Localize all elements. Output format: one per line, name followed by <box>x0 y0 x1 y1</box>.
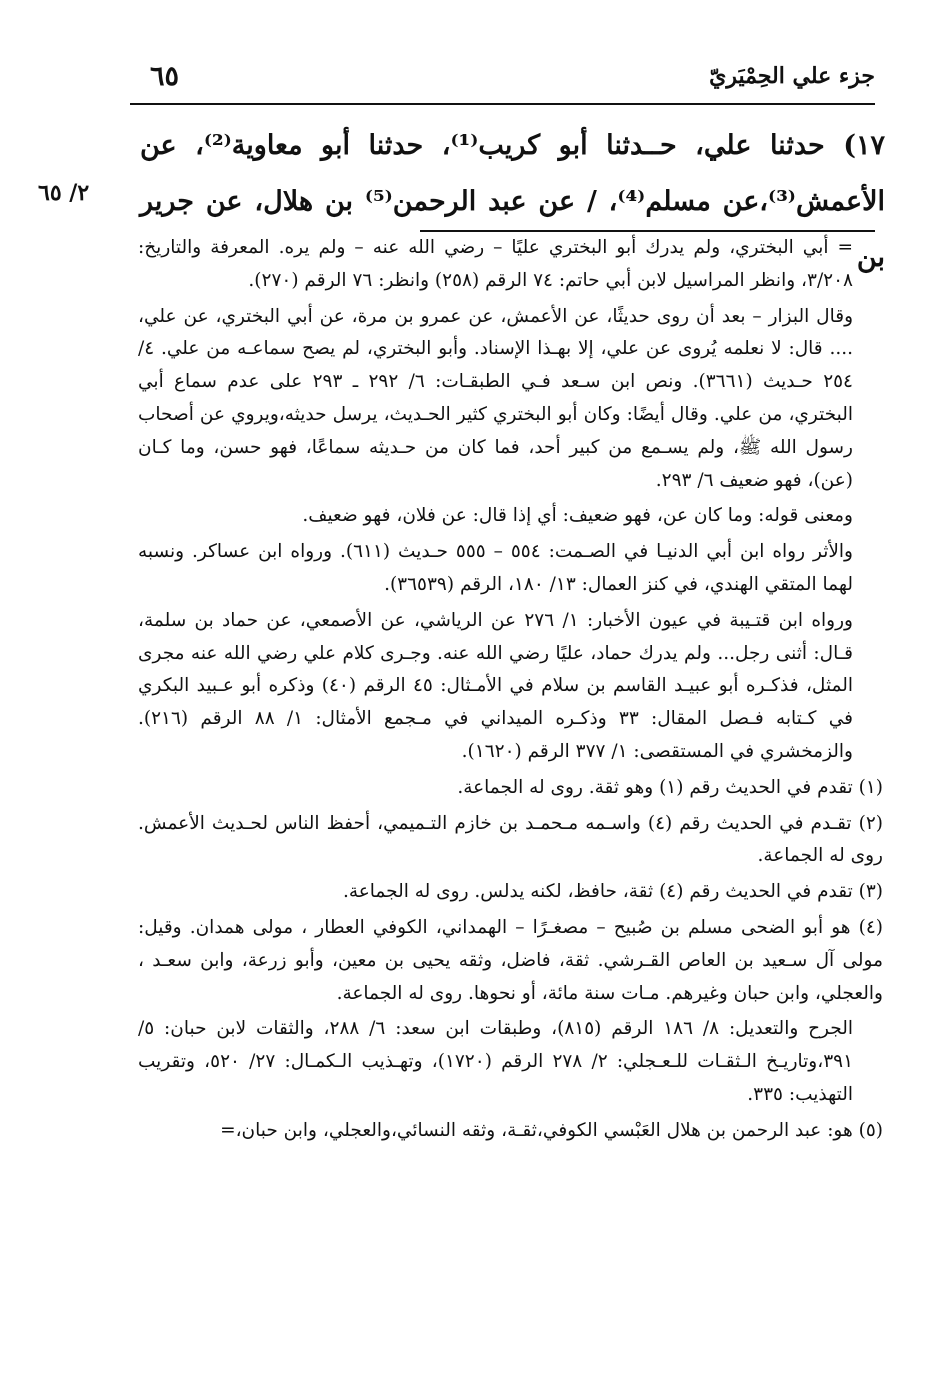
footnotes-section <box>138 232 883 1151</box>
footnote-paragraph: وقال البزار – بعد أن روى حديثًا، عن الأعمش، عن عمرو بن مرة، عن أبي البختري، عن علي، .... قال: لا نعلمه يُروى عن علي، إلا بهـذا الإسناد. وأبو البختري، لم يصح سماعـه من علي. ٤/ ٢٥٤ حـديث (٣٦٦١). ونص ابن سـعد فـي الطبقـات: ٦/ ٢٩٢ ـ ٢٩٣ على عدم سماع أبي البختري، من علي. وقال أيضًا: وكان أبو البختري كثير الحـديث، يرسل حديثه،ويروي عن أصحاب رسول الله ﷺ، ولم يسـمع من كبير أحد، فما كان من حـديثه سماعًا، فهو حسن، وما كـان (عن)، فهو ضعيف ٦/ ٢٩٣. <box>138 305 854 491</box>
hadith-paragraph: ١٧) حدثنا علي، حــدثنا أبو كريب⁽¹⁾، حدثنا أبو معاوية⁽²⁾، عن الأعمش⁽³⁾،عن مسلم⁽⁴⁾، / عن عبد الرحمن⁽⁵⁾ بن هلال، عن جرير بن <box>140 130 885 273</box>
running-title: جزء علي الحِمْيَريّ <box>709 63 875 89</box>
footnote-paragraph: ومعنى قوله: وما كان عن، فهو ضعيف: أي إذا قال: عن فلان، فهو ضعيف. <box>302 505 853 527</box>
page-header <box>130 55 875 105</box>
margin-reference: ٢/ ٦٥ <box>38 180 90 206</box>
footnote-paragraph: ورواه ابن قتـيبة في عيون الأخبار: ١/ ٢٧٦ عن الرياشي، عن الأصمعي، عن حماد بن سلمة، قـال: أثنى رجل... ولم يدرك حماد، عليًا رضي الله عنه. وجـرى كلام علي رضي الله عنه مجرى المثل، فذكـره أبو عبيـد القاسم بن سلام في الأمـثال: ٤٥ الرقم (٤٠) وذكره أبو عـبيد البكري في كـتابه فـصل المقال: ٣٣ وذكـره الميداني في مـجمع الأمثال: ١/ ٨٨ الرقم (٢١٦). والزمخشري في المستقصى: ١/ ٣٧٧ الرقم (١٦٢٠). <box>138 609 853 762</box>
footnote-4-sources: الجرح والتعديل: ٨/ ١٨٦ الرقم (٨١٥)، وطبقات ابن سعد: ٦/ ٢٨٨، والثقات لابن حبان: ٥/ ٣٩١،وتاريـخ الـثقـات للـعـجلي: ٢/ ٢٧٨ الرقم (١٧٢٠)، وتهـذيب الـكمـال: ٢٧/ ٥٢٠، وتقريب التهذيب: ٣٣٥. <box>138 1018 854 1105</box>
page-number: ٦٥ <box>150 61 180 92</box>
footnote-3: (٣) تقدم في الحديث رقم (٤) ثقة، حافظ، لكنه يدلس. روى له الجماعة. <box>342 881 883 903</box>
footnote-continuation: = أبي البختري، ولم يدرك أبو البختري عليًا – رضي الله عنه – ولم يره. المعرفة والتاريخ: ٣/٢٠٨، وانظر المراسيل لابن أبي حاتم: ٧٤ الرقم (٢٥٨) وانظر: ٧٦ الرقم (٢٧٠). <box>138 237 853 291</box>
header-rule <box>130 103 875 105</box>
footnote-paragraph: والأثر رواه ابن أبي الدنيـا في الصـمت: ٥٥٤ – ٥٥٥ حـديث (٦١١). ورواه ابن عساكر. ونسبه لهما المتقي الهندي، في كنز العمال: ١٣/ ١٨٠، الرقم (٣٦٥٣٩). <box>138 541 853 595</box>
footnote-4: (٤) هو أبو الضحى مسلم بن صُبيح – مصغـرًا – الهمداني، الكوفي العطار ، مولى همدان. وقيل: مولى آل سـعيد بن العاص القـرشي. ثقة، فاضل، وثقه يحيى بن معين، وأبو زرعة، وابن سعـد ، والعجلي، وابن حبان وغيرهم. مـات سنة مائة، أو نحوها. روى له الجماعة. <box>138 916 883 1004</box>
footnote-1: (١) تقدم في الحديث رقم (١) وهو ثقة. روى له الجماعة. <box>457 776 883 798</box>
footnote-5: (٥) هو: عبد الرحمن بن هلال العَبْسي الكوفي،ثقـة، وثقه النسائي،والعجلي، وابن حبان،= <box>220 1119 883 1141</box>
footnote-2: (٢) تقـدم في الحديث رقم (٤) واسـمه مـحمـد بن خازم التـميمي، أحفظ الناس لحـديث الأعمش. روى له الجماعة. <box>138 812 883 867</box>
